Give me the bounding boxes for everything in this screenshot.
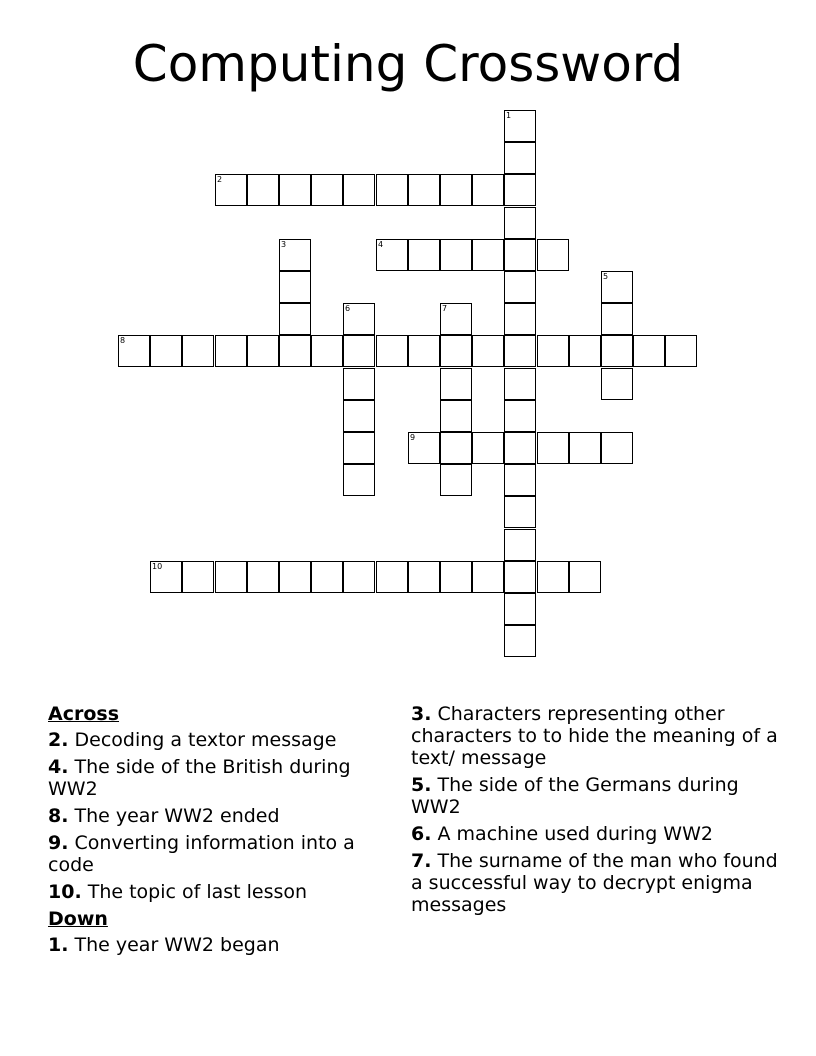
grid-cell[interactable]	[408, 432, 440, 464]
grid-cell[interactable]	[279, 303, 311, 335]
grid-cell[interactable]	[633, 335, 665, 367]
grid-cell[interactable]	[343, 174, 375, 206]
clue-number: 1	[506, 111, 512, 120]
clue-item	[48, 934, 393, 956]
clue-item	[48, 756, 393, 800]
grid-cell[interactable]	[569, 335, 601, 367]
grid-cell[interactable]	[408, 335, 440, 367]
clue-item-text: The side of the Germans during WW2	[411, 774, 739, 818]
clue-item-number: 10.	[48, 881, 82, 903]
grid-cell[interactable]	[408, 239, 440, 271]
grid-cell[interactable]	[215, 561, 247, 593]
grid-cell[interactable]	[601, 432, 633, 464]
grid-cell[interactable]	[118, 335, 150, 367]
grid-cell[interactable]	[504, 207, 536, 239]
grid-cell[interactable]	[376, 239, 408, 271]
clue-item-number: 6.	[411, 823, 432, 845]
grid-cell[interactable]	[472, 239, 504, 271]
grid-cell[interactable]	[343, 464, 375, 496]
grid-cell[interactable]	[440, 303, 472, 335]
clue-number: 4	[378, 240, 384, 249]
grid-cell[interactable]	[504, 110, 536, 142]
grid-cell[interactable]	[504, 529, 536, 561]
clue-item-text: The topic of last lesson	[87, 881, 308, 903]
grid-cell[interactable]	[247, 561, 279, 593]
grid-cell[interactable]	[504, 271, 536, 303]
grid-cell[interactable]	[537, 335, 569, 367]
grid-cell[interactable]	[150, 335, 182, 367]
grid-cell[interactable]	[504, 335, 536, 367]
clue-number: 7	[442, 304, 448, 313]
grid-cell[interactable]	[569, 432, 601, 464]
grid-cell[interactable]	[182, 335, 214, 367]
grid-cell[interactable]	[665, 335, 697, 367]
grid-cell[interactable]	[408, 174, 440, 206]
grid-cell[interactable]	[279, 239, 311, 271]
clue-item-text: Characters representing other characters to to hide the meaning of a text/ message	[411, 703, 778, 769]
grid-cell[interactable]	[537, 239, 569, 271]
grid-cell[interactable]	[440, 335, 472, 367]
clues-column-left	[48, 703, 393, 961]
clue-item	[48, 832, 393, 876]
clue-item	[48, 729, 393, 751]
grid-cell[interactable]	[537, 432, 569, 464]
clue-item-text: The year WW2 began	[74, 934, 280, 956]
clue-item-number: 3.	[411, 703, 432, 725]
grid-cell[interactable]	[472, 174, 504, 206]
grid-cell[interactable]	[440, 368, 472, 400]
clue-item	[48, 881, 393, 903]
grid-cell[interactable]	[504, 561, 536, 593]
clue-item-number: 4.	[48, 756, 69, 778]
grid-cell[interactable]	[215, 335, 247, 367]
grid-cell[interactable]	[601, 368, 633, 400]
grid-cell[interactable]	[537, 561, 569, 593]
clue-item-number: 2.	[48, 729, 69, 751]
grid-cell[interactable]	[440, 561, 472, 593]
grid-cell[interactable]	[247, 335, 279, 367]
clue-item	[411, 823, 781, 845]
grid-cell[interactable]	[311, 561, 343, 593]
grid-cell[interactable]	[440, 174, 472, 206]
clue-item-text: Converting information into a code	[48, 832, 355, 876]
grid-cell[interactable]	[343, 561, 375, 593]
clue-section-heading: Down	[48, 908, 108, 930]
grid-cell[interactable]	[472, 561, 504, 593]
clue-number: 3	[281, 240, 287, 249]
clue-item-number: 8.	[48, 805, 69, 827]
grid-cell[interactable]	[279, 174, 311, 206]
grid-cell[interactable]	[472, 432, 504, 464]
grid-cell[interactable]	[279, 335, 311, 367]
grid-cell[interactable]	[279, 271, 311, 303]
grid-cell[interactable]	[408, 561, 440, 593]
clue-number: 10	[152, 562, 163, 571]
clue-number: 2	[217, 175, 223, 184]
grid-cell[interactable]	[343, 303, 375, 335]
clue-item	[411, 774, 781, 818]
clues-column-right	[411, 703, 781, 921]
grid-cell[interactable]	[601, 303, 633, 335]
clue-section-heading: Across	[48, 703, 120, 725]
clue-item	[48, 805, 393, 827]
clue-item-number: 9.	[48, 832, 69, 854]
grid-cell[interactable]	[376, 335, 408, 367]
clue-item-number: 5.	[411, 774, 432, 796]
clue-number: 6	[345, 304, 351, 313]
grid-cell[interactable]	[440, 400, 472, 432]
grid-cell[interactable]	[504, 625, 536, 657]
grid-cell[interactable]	[504, 464, 536, 496]
grid-cell[interactable]	[343, 432, 375, 464]
grid-cell[interactable]	[376, 174, 408, 206]
clue-item	[411, 850, 781, 916]
grid-cell[interactable]	[504, 593, 536, 625]
grid-cell[interactable]	[601, 335, 633, 367]
clue-item-number: 7.	[411, 850, 432, 872]
clue-number: 5	[603, 272, 609, 281]
clue-item-text: A machine used during WW2	[437, 823, 713, 845]
grid-cell[interactable]	[504, 239, 536, 271]
clue-item	[411, 703, 781, 769]
grid-cell[interactable]	[440, 239, 472, 271]
grid-cell[interactable]	[376, 561, 408, 593]
clue-number: 8	[120, 336, 126, 345]
clue-number: 9	[410, 433, 416, 442]
grid-cell[interactable]	[311, 174, 343, 206]
grid-cell[interactable]	[311, 335, 343, 367]
clue-item-text: The surname of the man who found a successful way to decrypt enigma messages	[411, 850, 778, 916]
clue-item-number: 1.	[48, 934, 69, 956]
grid-cell[interactable]	[440, 464, 472, 496]
grid-cell[interactable]	[504, 432, 536, 464]
grid-cell[interactable]	[440, 432, 472, 464]
grid-cell[interactable]	[504, 174, 536, 206]
clue-item-text: The year WW2 ended	[74, 805, 280, 827]
grid-cell[interactable]	[279, 561, 311, 593]
grid-cell[interactable]	[504, 303, 536, 335]
grid-cell[interactable]	[601, 271, 633, 303]
clue-item-text: The side of the British during WW2	[48, 756, 351, 800]
grid-cell[interactable]	[343, 400, 375, 432]
grid-cell[interactable]	[182, 561, 214, 593]
grid-cell[interactable]	[247, 174, 279, 206]
grid-cell[interactable]	[343, 368, 375, 400]
grid-cell[interactable]	[504, 496, 536, 528]
clue-item-text: Decoding a textor message	[74, 729, 337, 751]
grid-cell[interactable]	[504, 400, 536, 432]
grid-cell[interactable]	[504, 142, 536, 174]
grid-cell[interactable]	[215, 174, 247, 206]
page-title: Computing Crossword	[132, 35, 684, 93]
grid-cell[interactable]	[343, 335, 375, 367]
grid-cell[interactable]	[472, 335, 504, 367]
grid-cell[interactable]	[150, 561, 182, 593]
grid-cell[interactable]	[569, 561, 601, 593]
grid-cell[interactable]	[504, 368, 536, 400]
